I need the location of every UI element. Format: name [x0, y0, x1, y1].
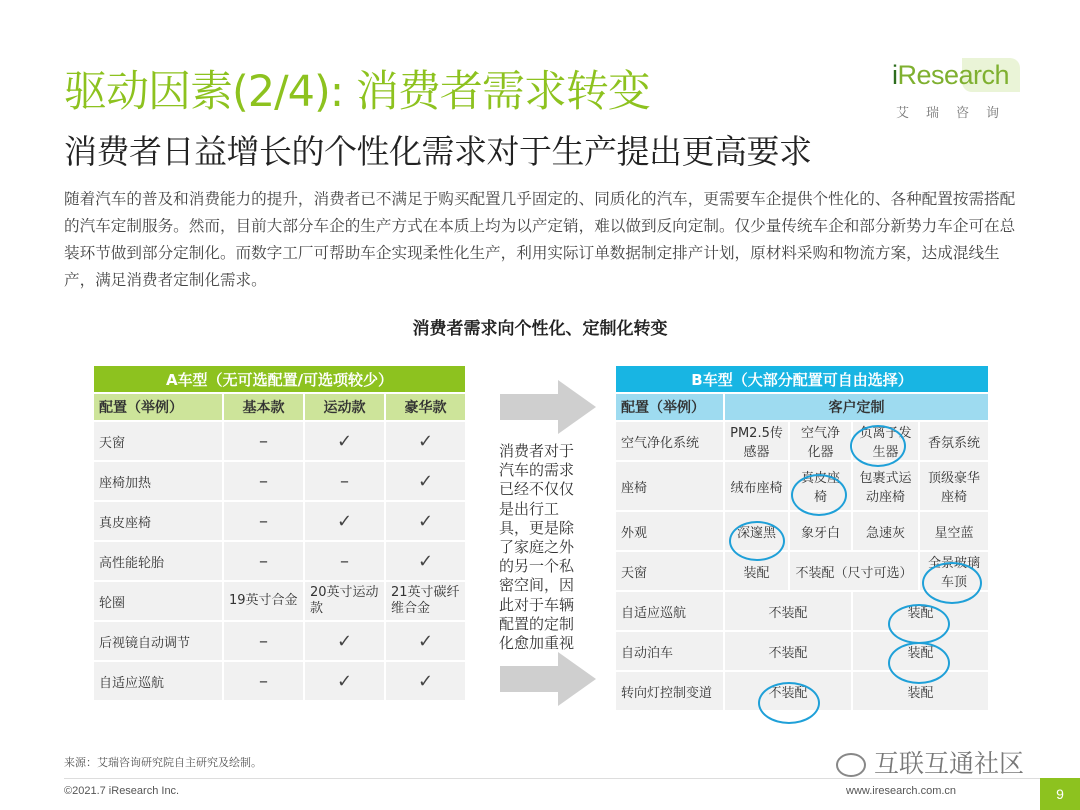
table-a-cell: ✓	[386, 502, 465, 540]
table-a-row-label: 天窗	[94, 422, 222, 460]
table-a-cell: ✓	[305, 622, 384, 660]
logo-i: i	[892, 60, 898, 90]
table-b-cell: 装配	[853, 672, 988, 710]
table-b-title: B车型（大部分配置可自由选择）	[616, 366, 988, 392]
table-b-cell: 急速灰	[853, 512, 918, 550]
highlight-circle	[729, 521, 785, 561]
table-b-cell: 真皮座椅	[790, 462, 851, 510]
watermark-text: 互联互通社区	[874, 749, 1025, 778]
table-b-cell: 空气净化器	[790, 422, 851, 460]
table-a-cell: ✓	[305, 422, 384, 460]
highlight-circle	[791, 474, 847, 516]
table-b-cell: 象牙白	[790, 512, 851, 550]
highlight-circle	[850, 425, 906, 467]
watermark	[836, 744, 1024, 780]
table-b-row-label: 座椅	[616, 462, 723, 510]
table-b-row-label: 空气净化系统	[616, 422, 723, 460]
copyright: ©2021.7 iResearch Inc.	[64, 785, 180, 797]
table-b-cell: 不装配	[725, 592, 851, 630]
highlight-circle	[888, 604, 950, 644]
table-b-cell: 负离子发生器	[853, 422, 918, 460]
highlight-circle	[758, 682, 820, 724]
table-b-cell: 香氛系统	[920, 422, 988, 460]
page-number: 9	[1040, 778, 1080, 810]
page-subtitle: 消费者日益增长的个性化需求对于生产提出更高要求	[64, 132, 812, 171]
table-b-row-label: 外观	[616, 512, 723, 550]
table-a-cell: –	[305, 462, 384, 500]
table-b-cell: 包裹式运动座椅	[853, 462, 918, 510]
table-b-cell: 装配	[853, 632, 988, 670]
table-b-header: 配置（举例）	[616, 394, 723, 420]
table-b-cell: 装配	[853, 592, 988, 630]
logo-chinese: 艾瑞咨询	[896, 106, 1017, 121]
arrow-right-icon	[500, 380, 596, 434]
table-b-cell: 全景玻璃车顶	[920, 552, 988, 590]
highlight-circle	[922, 562, 982, 604]
table-b-cell: 绒布座椅	[725, 462, 788, 510]
table-a-cell: –	[224, 422, 303, 460]
arrow-right-icon	[500, 652, 596, 706]
table-a-header: 配置（举例）	[94, 394, 222, 420]
table-b-cell: 顶级豪华座椅	[920, 462, 988, 510]
highlight-circle	[888, 642, 950, 684]
table-b-cell: 不装配	[725, 632, 851, 670]
table-a-cell: ✓	[386, 622, 465, 660]
table-b-row-label: 自适应巡航	[616, 592, 723, 630]
table-a-cell: 19英寸合金	[224, 582, 303, 620]
table-b-row-label: 自动泊车	[616, 632, 723, 670]
table-b-cell: 深邃黑	[725, 512, 788, 550]
table-a-row-label: 座椅加热	[94, 462, 222, 500]
table-b-cell: 装配	[725, 552, 788, 590]
table-a-cell: ✓	[386, 422, 465, 460]
table-a-row-label: 轮圈	[94, 582, 222, 620]
table-a-cell: –	[224, 622, 303, 660]
table-a-cell: ✓	[386, 662, 465, 700]
logo-research: Research	[897, 60, 1010, 90]
table-a-cell: –	[224, 502, 303, 540]
table-b-row-label: 天窗	[616, 552, 723, 590]
table-b-cell: PM2.5传感器	[725, 422, 788, 460]
table-a-cell: 21英寸碳纤维合金	[386, 582, 465, 620]
body-paragraph: 随着汽车的普及和消费能力的提升，消费者已不满足于购买配置几乎固定的、同质化的汽车，更需要车企提供个性化的、各种配置按需搭配的汽车定制服务。然而，目前大部分车企的生产方式在本质上均为以产定销，难以做到反向定制。仅少量传统车企和部分新势力车企可在总装环节做到部分定制化。而数字工厂可帮助车企实现柔性化生产，利用实际订单数据制定排产计划，原材料采购和物流方案，达成混线生产，满足消费者定制化需求。	[64, 190, 1016, 289]
iresearch-logo	[892, 58, 1024, 128]
table-b-cell: 星空蓝	[920, 512, 988, 550]
table-a-cell: ✓	[305, 502, 384, 540]
table-a-row-label: 自适应巡航	[94, 662, 222, 700]
table-a-cell: ✓	[305, 662, 384, 700]
table-a-row-label: 高性能轮胎	[94, 542, 222, 580]
table-a-row-label: 后视镜自动调节	[94, 622, 222, 660]
chart-heading: 消费者需求向个性化、定制化转变	[412, 319, 668, 339]
table-a-cell: –	[224, 542, 303, 580]
source-note: 来源：艾瑞咨询研究院自主研究及绘制。	[64, 756, 262, 769]
table-a-cell: 20英寸运动款	[305, 582, 384, 620]
table-b-cell: 不装配	[725, 672, 851, 710]
table-a-row-label: 真皮座椅	[94, 502, 222, 540]
page-title: 驱动因素(2/4): 消费者需求转变	[64, 67, 650, 117]
transition-text: 消费者对于汽车的需求已经不仅仅是出行工具，更是除了家庭之外的另一个私密空间，因此对于车辆配置的定制化愈加重视	[499, 442, 575, 653]
table-b-row-label: 转向灯控制变道	[616, 672, 723, 710]
table-a-cell: ✓	[386, 462, 465, 500]
table-b-cell: 不装配（尺寸可选）	[790, 552, 918, 590]
wechat-icon	[836, 753, 866, 777]
table-a-title: A车型（无可选配置/可选项较少）	[94, 366, 465, 392]
table-a-header: 豪华款	[386, 394, 465, 420]
table-a-cell: ✓	[386, 542, 465, 580]
table-a-cell: –	[305, 542, 384, 580]
table-a-cell: –	[224, 662, 303, 700]
table-a-cell: –	[224, 462, 303, 500]
table-b-header: 客户定制	[725, 394, 988, 420]
table-a-header: 基本款	[224, 394, 303, 420]
table-a	[92, 364, 467, 702]
website: www.iresearch.com.cn	[846, 785, 957, 797]
table-a-header: 运动款	[305, 394, 384, 420]
